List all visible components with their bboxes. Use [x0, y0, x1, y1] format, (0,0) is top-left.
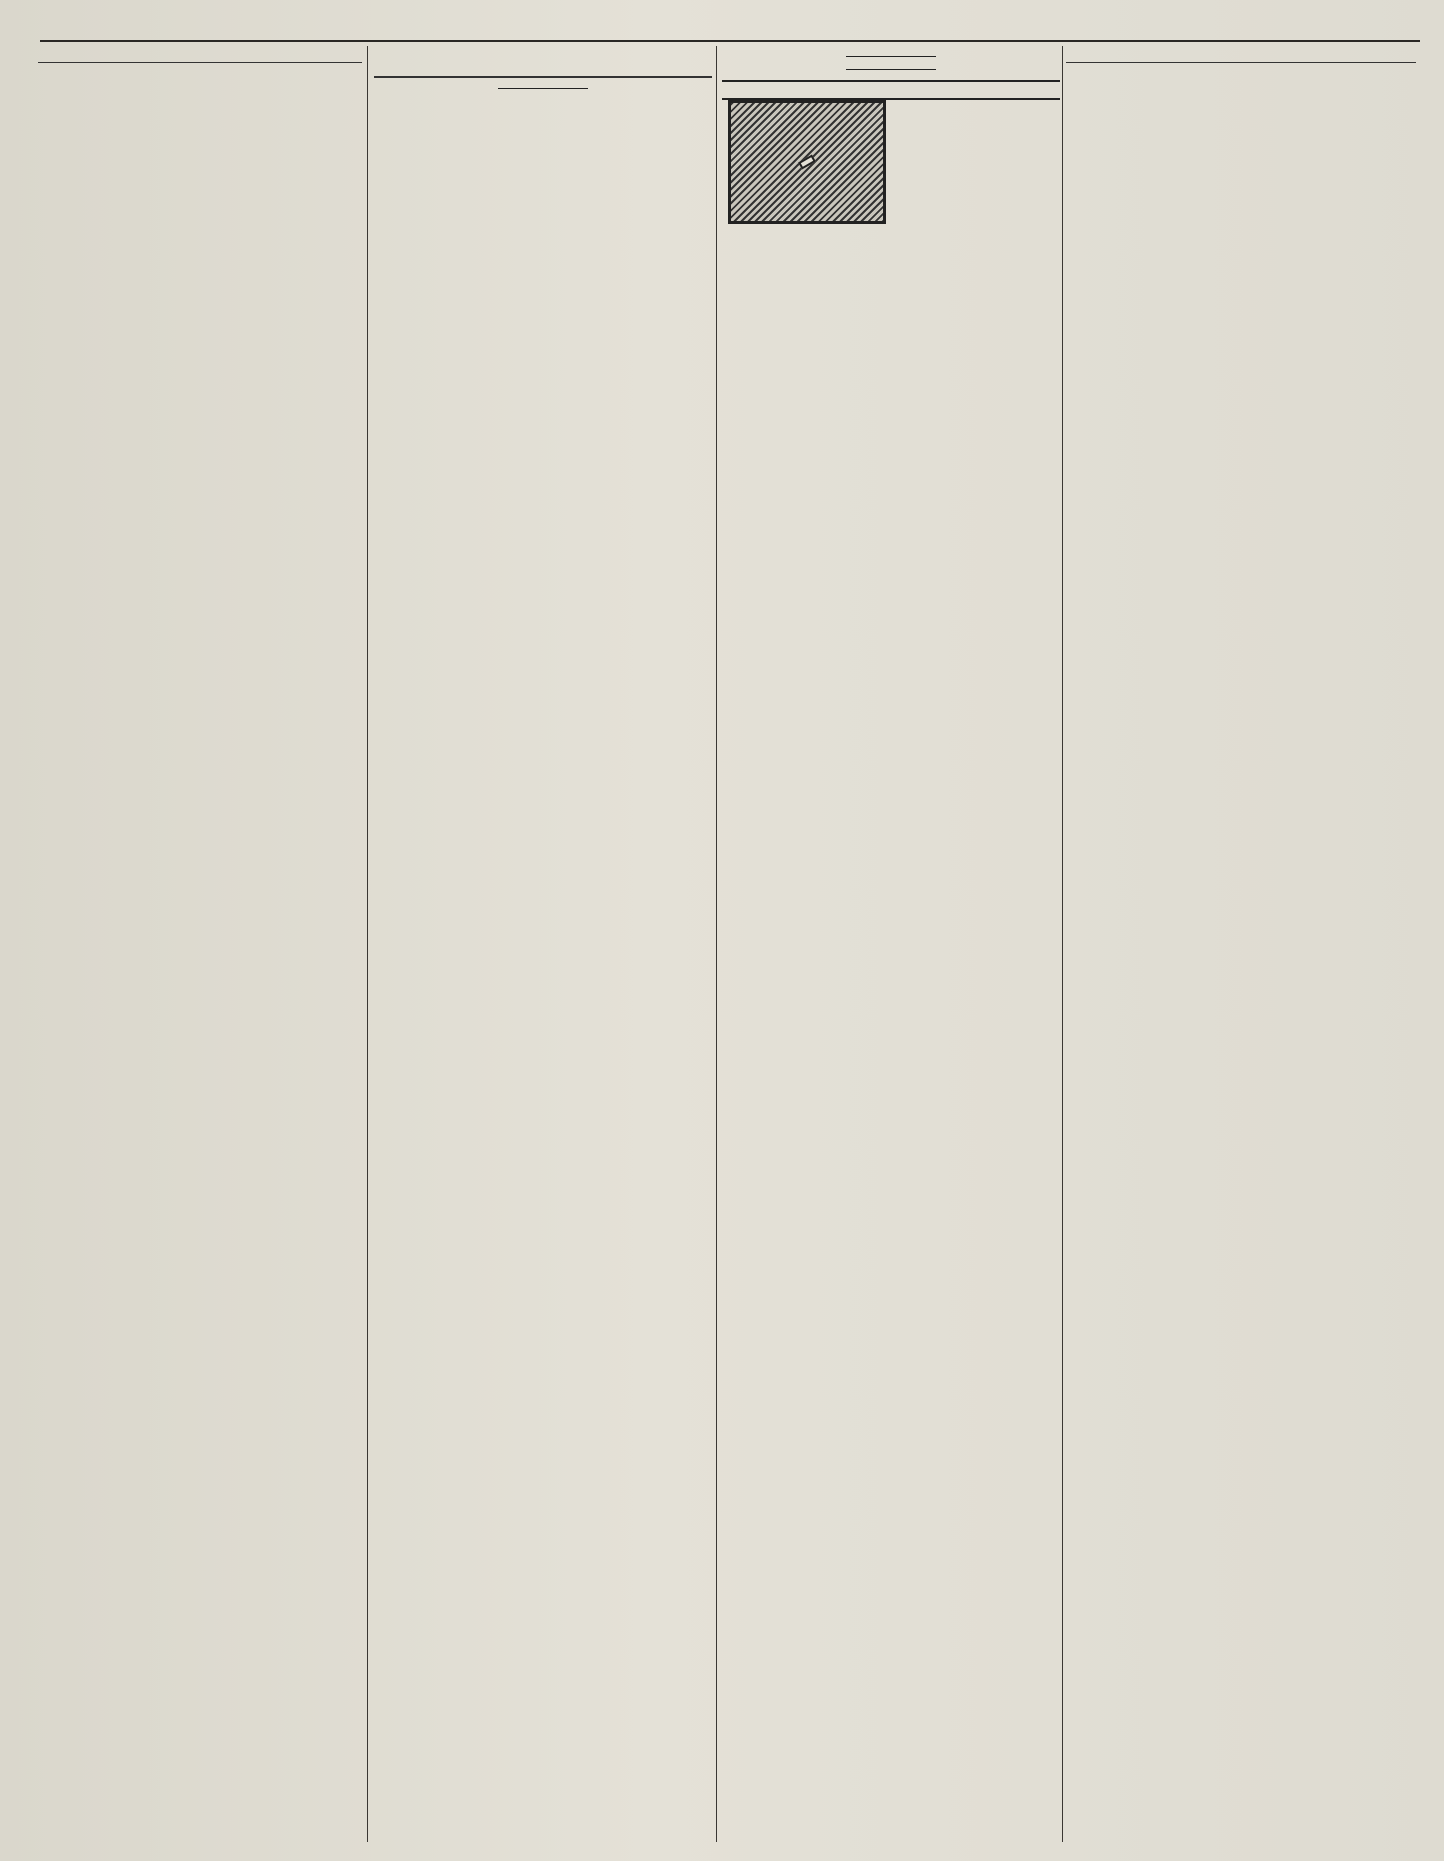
- column-rule: [1062, 46, 1063, 1842]
- column-three: [722, 48, 1060, 1848]
- nasmith-advertisement: [722, 98, 1060, 230]
- nasmith-bakery-logo: [728, 100, 886, 224]
- column-two: [374, 48, 712, 1848]
- gaelic-column: [38, 48, 362, 1848]
- column-rule: [716, 46, 717, 1842]
- byline: [38, 62, 362, 75]
- masthead: [40, 6, 1420, 42]
- petry-advertisement: [722, 80, 1060, 90]
- draughts-column: [1066, 48, 1416, 1848]
- column-rule: [367, 46, 368, 1842]
